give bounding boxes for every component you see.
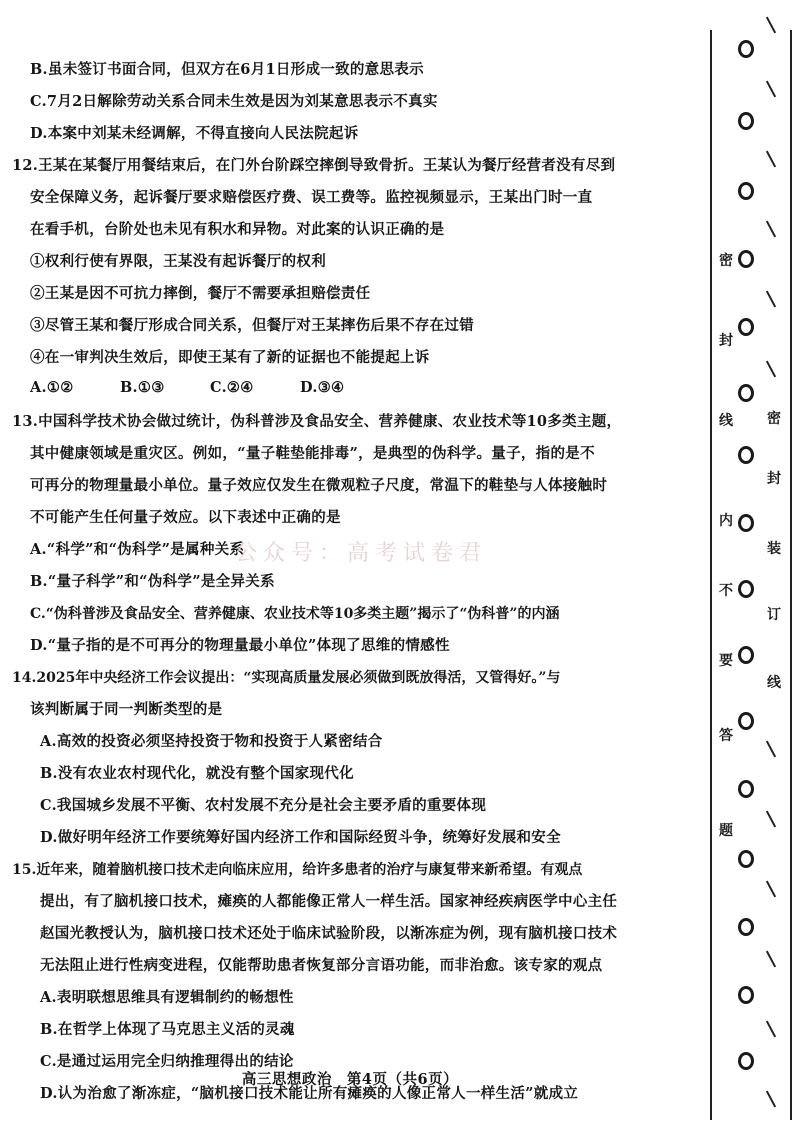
q12-stem-line: 在看手机，台阶处也未见有积水和异物。对此案的认识正确的是: [30, 221, 445, 238]
seal-char: 密: [767, 411, 781, 427]
q15-option-b: B.在哲学上体现了马克思主义活的灵魂: [40, 1021, 295, 1038]
q13-option-a: A.“科学”和“伪科学”是属种关系: [30, 541, 245, 558]
q12-option: C.②④: [210, 379, 254, 396]
binding-tick: [766, 17, 776, 34]
q13-option-c: C.“伪科普涉及食品安全、营养健康、农业技术等10多类主题”揭示了“伪科普”的内涵: [30, 606, 560, 622]
binding-hole: [738, 40, 754, 58]
q11-option-d: D.本案中刘某未经调解，不得直接向人民法院起诉: [30, 125, 359, 142]
binding-hole: [738, 712, 754, 730]
binding-hole: [738, 514, 754, 532]
q12-stem-line: 安全保障义务，起诉餐厅要求赔偿医疗费、误工费等。监控视频显示，王某出门时一直: [30, 189, 593, 206]
q12-option: B.①③: [120, 379, 165, 396]
seal-char: 内: [719, 513, 733, 529]
binding-tick: [766, 361, 776, 378]
q15-stem-line: 提出，有了脑机接口技术，瘫痪的人都能像正常人一样生活。国家神经疾病医学中心主任: [40, 893, 618, 910]
q12-statement-2: ②王某是因不可抗力摔倒，餐厅不需要承担赔偿责任: [30, 285, 371, 302]
binding-ticks: [764, 0, 794, 1132]
binding-hole: [738, 986, 754, 1004]
binding-hole: [738, 446, 754, 464]
q11-option-b: B.虽未签订书面合同，但双方在6月1日形成一致的意思表示: [30, 61, 424, 78]
page-footer: 高三思想政治 第4页（共6页）: [241, 1071, 459, 1088]
q14-option-c: C.我国城乡发展不平衡、农村发展不充分是社会主要矛盾的重要体现: [40, 797, 487, 814]
q14-option-a: A.高效的投资必须坚持投资于物和投资于人紧密结合: [40, 733, 383, 750]
q15-stem: 15.近年来，随着脑机接口技术走向临床应用，给许多患者的治疗与康复带来新希望。有观点: [12, 862, 583, 878]
seal-char: 封: [767, 471, 781, 487]
binding-tick: [766, 81, 776, 98]
binding-hole: [738, 182, 754, 200]
binding-hole: [738, 580, 754, 598]
seal-char: 线: [719, 413, 733, 429]
binding-hole: [738, 780, 754, 798]
q14-option-d: D.做好明年经济工作要统筹好国内经济工作和国际经贸斗争，统筹好发展和安全: [40, 829, 561, 846]
binding-tick: [766, 951, 776, 968]
binding-hole: [738, 918, 754, 936]
q12-statement-3: ③尽管王某和餐厅形成合同关系，但餐厅对王某摔伤后果不存在过错: [30, 317, 474, 334]
q13-stem-line: 其中健康领域是重灾区。例如，“量子鞋垫能排毒”，是典型的伪科学。量子，指的是不: [30, 445, 595, 462]
q15-option-d: D.认为治愈了渐冻症，“脑机接口技术能让所有瘫痪的人像正常人一样生活”就成立: [40, 1085, 579, 1102]
watermark: 公众号：高考试卷君: [235, 541, 488, 566]
q14-option-b: B.没有农业农村现代化，就没有整个国家现代化: [40, 765, 354, 782]
binding-hole: [738, 646, 754, 664]
binding-hole: [738, 384, 754, 402]
q14-stem-line: 该判断属于同一判断类型的是: [30, 701, 223, 718]
binding-holes: [738, 0, 762, 1132]
binding-tick: [766, 1091, 776, 1108]
seal-char: 线: [767, 675, 781, 691]
q13-option-b: B.“量子科学”和“伪科学”是全异关系: [30, 573, 275, 590]
q15-option-c: C.是通过运用完全归纳推理得出的结论: [40, 1053, 294, 1070]
q15-stem-line: 赵国光教授认为，脑机接口技术还处于临床试验阶段，以渐冻症为例，现有脑机接口技术: [40, 925, 618, 942]
binding-hole: [738, 850, 754, 868]
binding-hole: [738, 112, 754, 130]
binding-tick: [766, 881, 776, 898]
q12-options: [30, 378, 630, 398]
seal-char: 要: [719, 653, 733, 669]
seal-char: 密: [719, 253, 733, 269]
q13-stem: 13.中国科学技术协会做过统计，伪科普涉及食品安全、营养健康、农业技术等10多类主题，: [12, 413, 622, 430]
q13-stem-line: 可再分的物理量最小单位。量子效应仅发生在微观粒子尺度，常温下的鞋垫与人体接触时: [30, 477, 608, 494]
q12-stem: 12.王某在某餐厅用餐结束后，在门外台阶踩空摔倒导致骨折。王某认为餐厅经营者没有尽到: [12, 157, 616, 174]
q13-option-d: D.“量子指的是不可再分的物理量最小单位”体现了思维的情感性: [30, 637, 450, 654]
seal-char: 封: [719, 333, 733, 349]
binding-hole: [738, 250, 754, 268]
q15-option-a: A.表明联想思维具有逻辑制约的畅想性: [40, 989, 294, 1006]
binding-hole: [738, 1052, 754, 1070]
binding-tick: [766, 221, 776, 238]
binding-tick: [766, 1021, 776, 1038]
seal-char: 答: [719, 728, 733, 744]
q13-stem-line: 不可能产生任何量子效应。以下表述中正确的是: [30, 509, 341, 526]
seal-char: 题: [719, 823, 733, 839]
q12-statement-1: ①权利行使有界限，王某没有起诉餐厅的权利: [30, 253, 326, 270]
binding-tick: [766, 741, 776, 758]
seal-char: 不: [719, 583, 733, 599]
binding-tick: [766, 291, 776, 308]
q15-stem-line: 无法阻止进行性病变进程，仅能帮助患者恢复部分言语功能，而非治愈。该专家的观点: [40, 957, 603, 974]
q11-option-c: C.7月2日解除劳动关系合同未生效是因为刘某意思表示不真实: [30, 93, 438, 110]
q12-option: A.①②: [30, 379, 74, 396]
binding-hole: [738, 318, 754, 336]
seal-char: 订: [767, 607, 781, 623]
q12-statement-4: ④在一审判决生效后，即使王某有了新的证据也不能提起上诉: [30, 349, 430, 366]
binding-tick: [766, 151, 776, 168]
q14-stem: 14.2025年中央经济工作会议提出：“实现高质量发展必须做到既放得活，又管得好。”与: [12, 670, 561, 686]
seal-char: 装: [767, 541, 781, 557]
binding-tick: [766, 811, 776, 828]
q12-option: D.③④: [300, 379, 345, 396]
